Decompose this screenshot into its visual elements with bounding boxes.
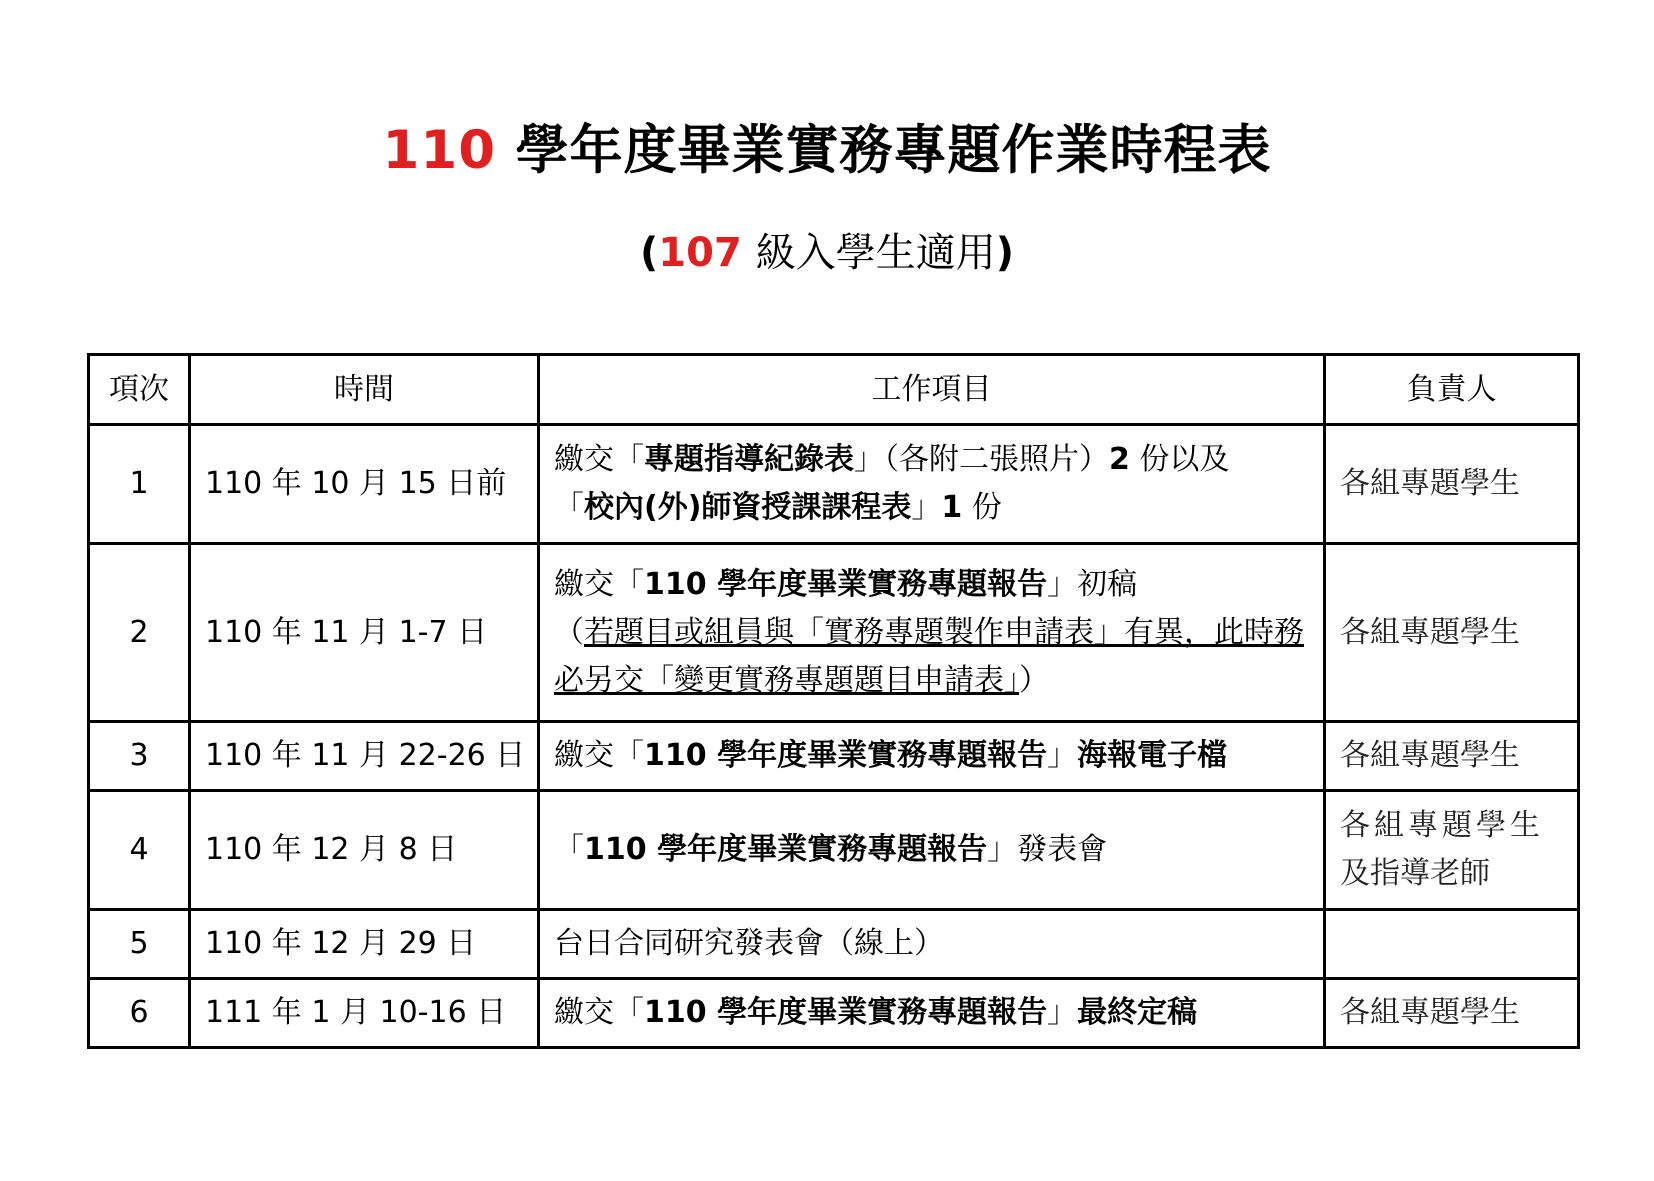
task-bold-doc: 110 學年度畢業實務專題報告 [644, 995, 1048, 1030]
note-open-paren: （ [554, 614, 584, 650]
header-time: 時間 [190, 355, 539, 425]
task-bold-suffix: 海報電子檔 [1077, 738, 1228, 773]
row-date: 110 年 11 月 1-7 日 [190, 544, 539, 722]
row-date: 111 年 1 月 10-16 日 [190, 979, 539, 1048]
subtitle-open-paren: ( [640, 230, 659, 276]
task-bold-count2: 1 [941, 490, 963, 525]
task-line-1 [554, 436, 1315, 484]
page-title [0, 118, 1654, 184]
task-pre: 繳交「 [554, 995, 644, 1030]
task-pre: 「 [554, 832, 584, 867]
row-date: 110 年 12 月 29 日 [190, 910, 539, 979]
header-work-item: 工作項目 [539, 355, 1325, 425]
row-owner [1325, 910, 1579, 979]
title-year: 110 [382, 120, 497, 181]
note-close-paren: ） [1019, 662, 1049, 698]
task-mid: 」（各附二張照片） [854, 442, 1109, 477]
schedule-table [87, 353, 1580, 1049]
task-line2-pre: 「 [554, 490, 584, 525]
row-task [539, 979, 1325, 1048]
task-note-text: 若題目或組員與「實務專題製作申請表」有異，此時務必另交「變更實務專題題目申請表」 [554, 614, 1304, 698]
task-note [554, 609, 1315, 705]
task-pre: 繳交「 [554, 738, 644, 773]
task-post: 」初稿 [1047, 566, 1138, 602]
task-bold-suffix: 最終定稿 [1077, 995, 1198, 1030]
table-row [89, 722, 1579, 791]
row-date: 110 年 11 月 22-26 日 [190, 722, 539, 791]
row-owner: 各組專題學生 [1325, 722, 1579, 791]
task-line2-end: 份 [962, 490, 1002, 525]
owner-line-2: 及指導老師 [1340, 856, 1490, 891]
row-task [539, 544, 1325, 722]
task-bold-doc: 110 學年度畢業實務專題報告 [644, 738, 1048, 773]
task-post: 」 [1047, 995, 1078, 1030]
header-owner: 負責人 [1325, 355, 1579, 425]
task-bold-doc: 110 學年度畢業實務專題報告 [644, 566, 1048, 602]
row-date: 110 年 12 月 8 日 [190, 791, 539, 910]
task-bold-count: 2 [1109, 442, 1130, 477]
row-owner: 各組專題學生 [1325, 425, 1579, 544]
row-number: 4 [89, 791, 190, 910]
task-bold-doc: 專題指導紀錄表 [644, 442, 854, 477]
task-post: 」 [1047, 738, 1078, 773]
task-bold-doc2: 校內(外)師資授課課程表 [584, 490, 912, 525]
header-item-no: 項次 [89, 355, 190, 425]
row-task [539, 791, 1325, 910]
task-mid2: 份以及 [1129, 442, 1230, 477]
row-number: 3 [89, 722, 190, 791]
task-post: 」發表會 [987, 832, 1108, 867]
subtitle-year: 107 [658, 230, 742, 276]
row-task: 台日合同研究發表會（線上） [539, 910, 1325, 979]
table-row [89, 979, 1579, 1048]
row-number: 1 [89, 425, 190, 544]
subtitle-close-paren: ) [995, 230, 1014, 276]
row-date: 110 年 10 月 15 日前 [190, 425, 539, 544]
table-row [89, 425, 1579, 544]
row-owner: 各組專題學生 [1325, 979, 1579, 1048]
table-row [89, 791, 1579, 910]
row-number: 2 [89, 544, 190, 722]
task-pre: 繳交「 [554, 566, 644, 602]
task-line2-mid: 」 [911, 490, 942, 525]
task-pre: 繳交「 [554, 442, 644, 477]
row-owner: 各組專題學生 [1325, 544, 1579, 722]
row-number: 6 [89, 979, 190, 1048]
page-subtitle [0, 226, 1654, 280]
row-number: 5 [89, 910, 190, 979]
row-task [539, 425, 1325, 544]
table-row [89, 544, 1579, 722]
row-task [539, 722, 1325, 791]
task-bold-doc: 110 學年度畢業實務專題報告 [584, 832, 988, 867]
table-header-row [89, 355, 1579, 425]
row-owner [1325, 791, 1579, 910]
subtitle-text: 級入學生適用 [755, 230, 996, 276]
task-line-2 [554, 484, 1315, 532]
title-text: 學年度畢業實務專題作業時程表 [515, 120, 1272, 181]
owner-line-1: 各組專題學生 [1340, 808, 1544, 843]
table-row [89, 910, 1579, 979]
task-line-1 [554, 561, 1315, 609]
